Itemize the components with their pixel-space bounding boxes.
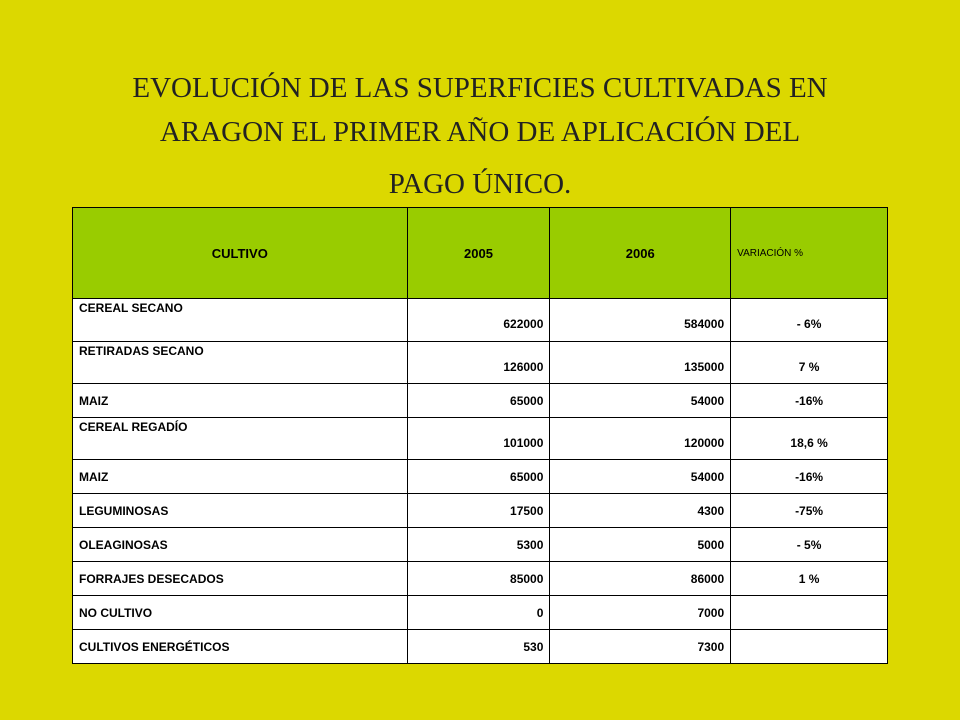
cell-variacion: 7 % [731, 342, 888, 384]
cell-2005: 85000 [407, 562, 550, 596]
cell-2006: 86000 [550, 562, 731, 596]
title-line-3: PAGO ÚNICO. [388, 168, 572, 200]
cell-variacion: - 5% [731, 528, 888, 562]
header-cultivo: CULTIVO [73, 208, 408, 299]
crop-surface-table [72, 207, 888, 664]
cell-cultivo: CEREAL SECANO [73, 299, 408, 342]
table-row [73, 562, 888, 596]
title-line-1: EVOLUCIÓN DE LAS SUPERFICIES CULTIVADAS EN [132, 72, 828, 104]
page-title [60, 66, 900, 206]
cell-2005: 65000 [407, 460, 550, 494]
cell-variacion [731, 596, 888, 630]
cell-2005: 126000 [407, 342, 550, 384]
cell-cultivo: LEGUMINOSAS [73, 494, 408, 528]
cell-2006: 4300 [550, 494, 731, 528]
cell-cultivo: NO CULTIVO [73, 596, 408, 630]
table-row [73, 299, 888, 342]
cell-cultivo: CEREAL REGADÍO [73, 418, 408, 460]
cell-variacion: -75% [731, 494, 888, 528]
cell-variacion: -16% [731, 460, 888, 494]
cell-2006: 54000 [550, 460, 731, 494]
cell-2005: 101000 [407, 418, 550, 460]
cell-cultivo: RETIRADAS SECANO [73, 342, 408, 384]
table-header-row [73, 208, 888, 299]
cell-cultivo: OLEAGINOSAS [73, 528, 408, 562]
cell-variacion [731, 630, 888, 664]
cell-2006: 584000 [550, 299, 731, 342]
cell-cultivo: MAIZ [73, 384, 408, 418]
cell-2005: 5300 [407, 528, 550, 562]
cell-cultivo: FORRAJES DESECADOS [73, 562, 408, 596]
cell-cultivo: CULTIVOS ENERGÉTICOS [73, 630, 408, 664]
cell-2006: 120000 [550, 418, 731, 460]
cell-2005: 65000 [407, 384, 550, 418]
cell-2005: 0 [407, 596, 550, 630]
cell-2006: 54000 [550, 384, 731, 418]
header-variacion: VARIACIÓN % [731, 208, 888, 299]
table-row [73, 384, 888, 418]
cell-variacion: -16% [731, 384, 888, 418]
table-row [73, 460, 888, 494]
cell-2006: 5000 [550, 528, 731, 562]
cell-variacion: 1 % [731, 562, 888, 596]
table-row [73, 630, 888, 664]
table-row [73, 528, 888, 562]
cell-variacion: 18,6 % [731, 418, 888, 460]
table-row [73, 494, 888, 528]
cell-2006: 7300 [550, 630, 731, 664]
cell-2005: 530 [407, 630, 550, 664]
table-row [73, 418, 888, 460]
cell-2005: 622000 [407, 299, 550, 342]
cell-variacion: - 6% [731, 299, 888, 342]
table-row [73, 596, 888, 630]
header-2006: 2006 [550, 208, 731, 299]
header-2005: 2005 [407, 208, 550, 299]
cell-2006: 135000 [550, 342, 731, 384]
cell-2005: 17500 [407, 494, 550, 528]
cell-cultivo: MAIZ [73, 460, 408, 494]
title-line-2: ARAGON EL PRIMER AÑO DE APLICACIÓN DEL [159, 116, 801, 148]
table-row [73, 342, 888, 384]
cell-2006: 7000 [550, 596, 731, 630]
